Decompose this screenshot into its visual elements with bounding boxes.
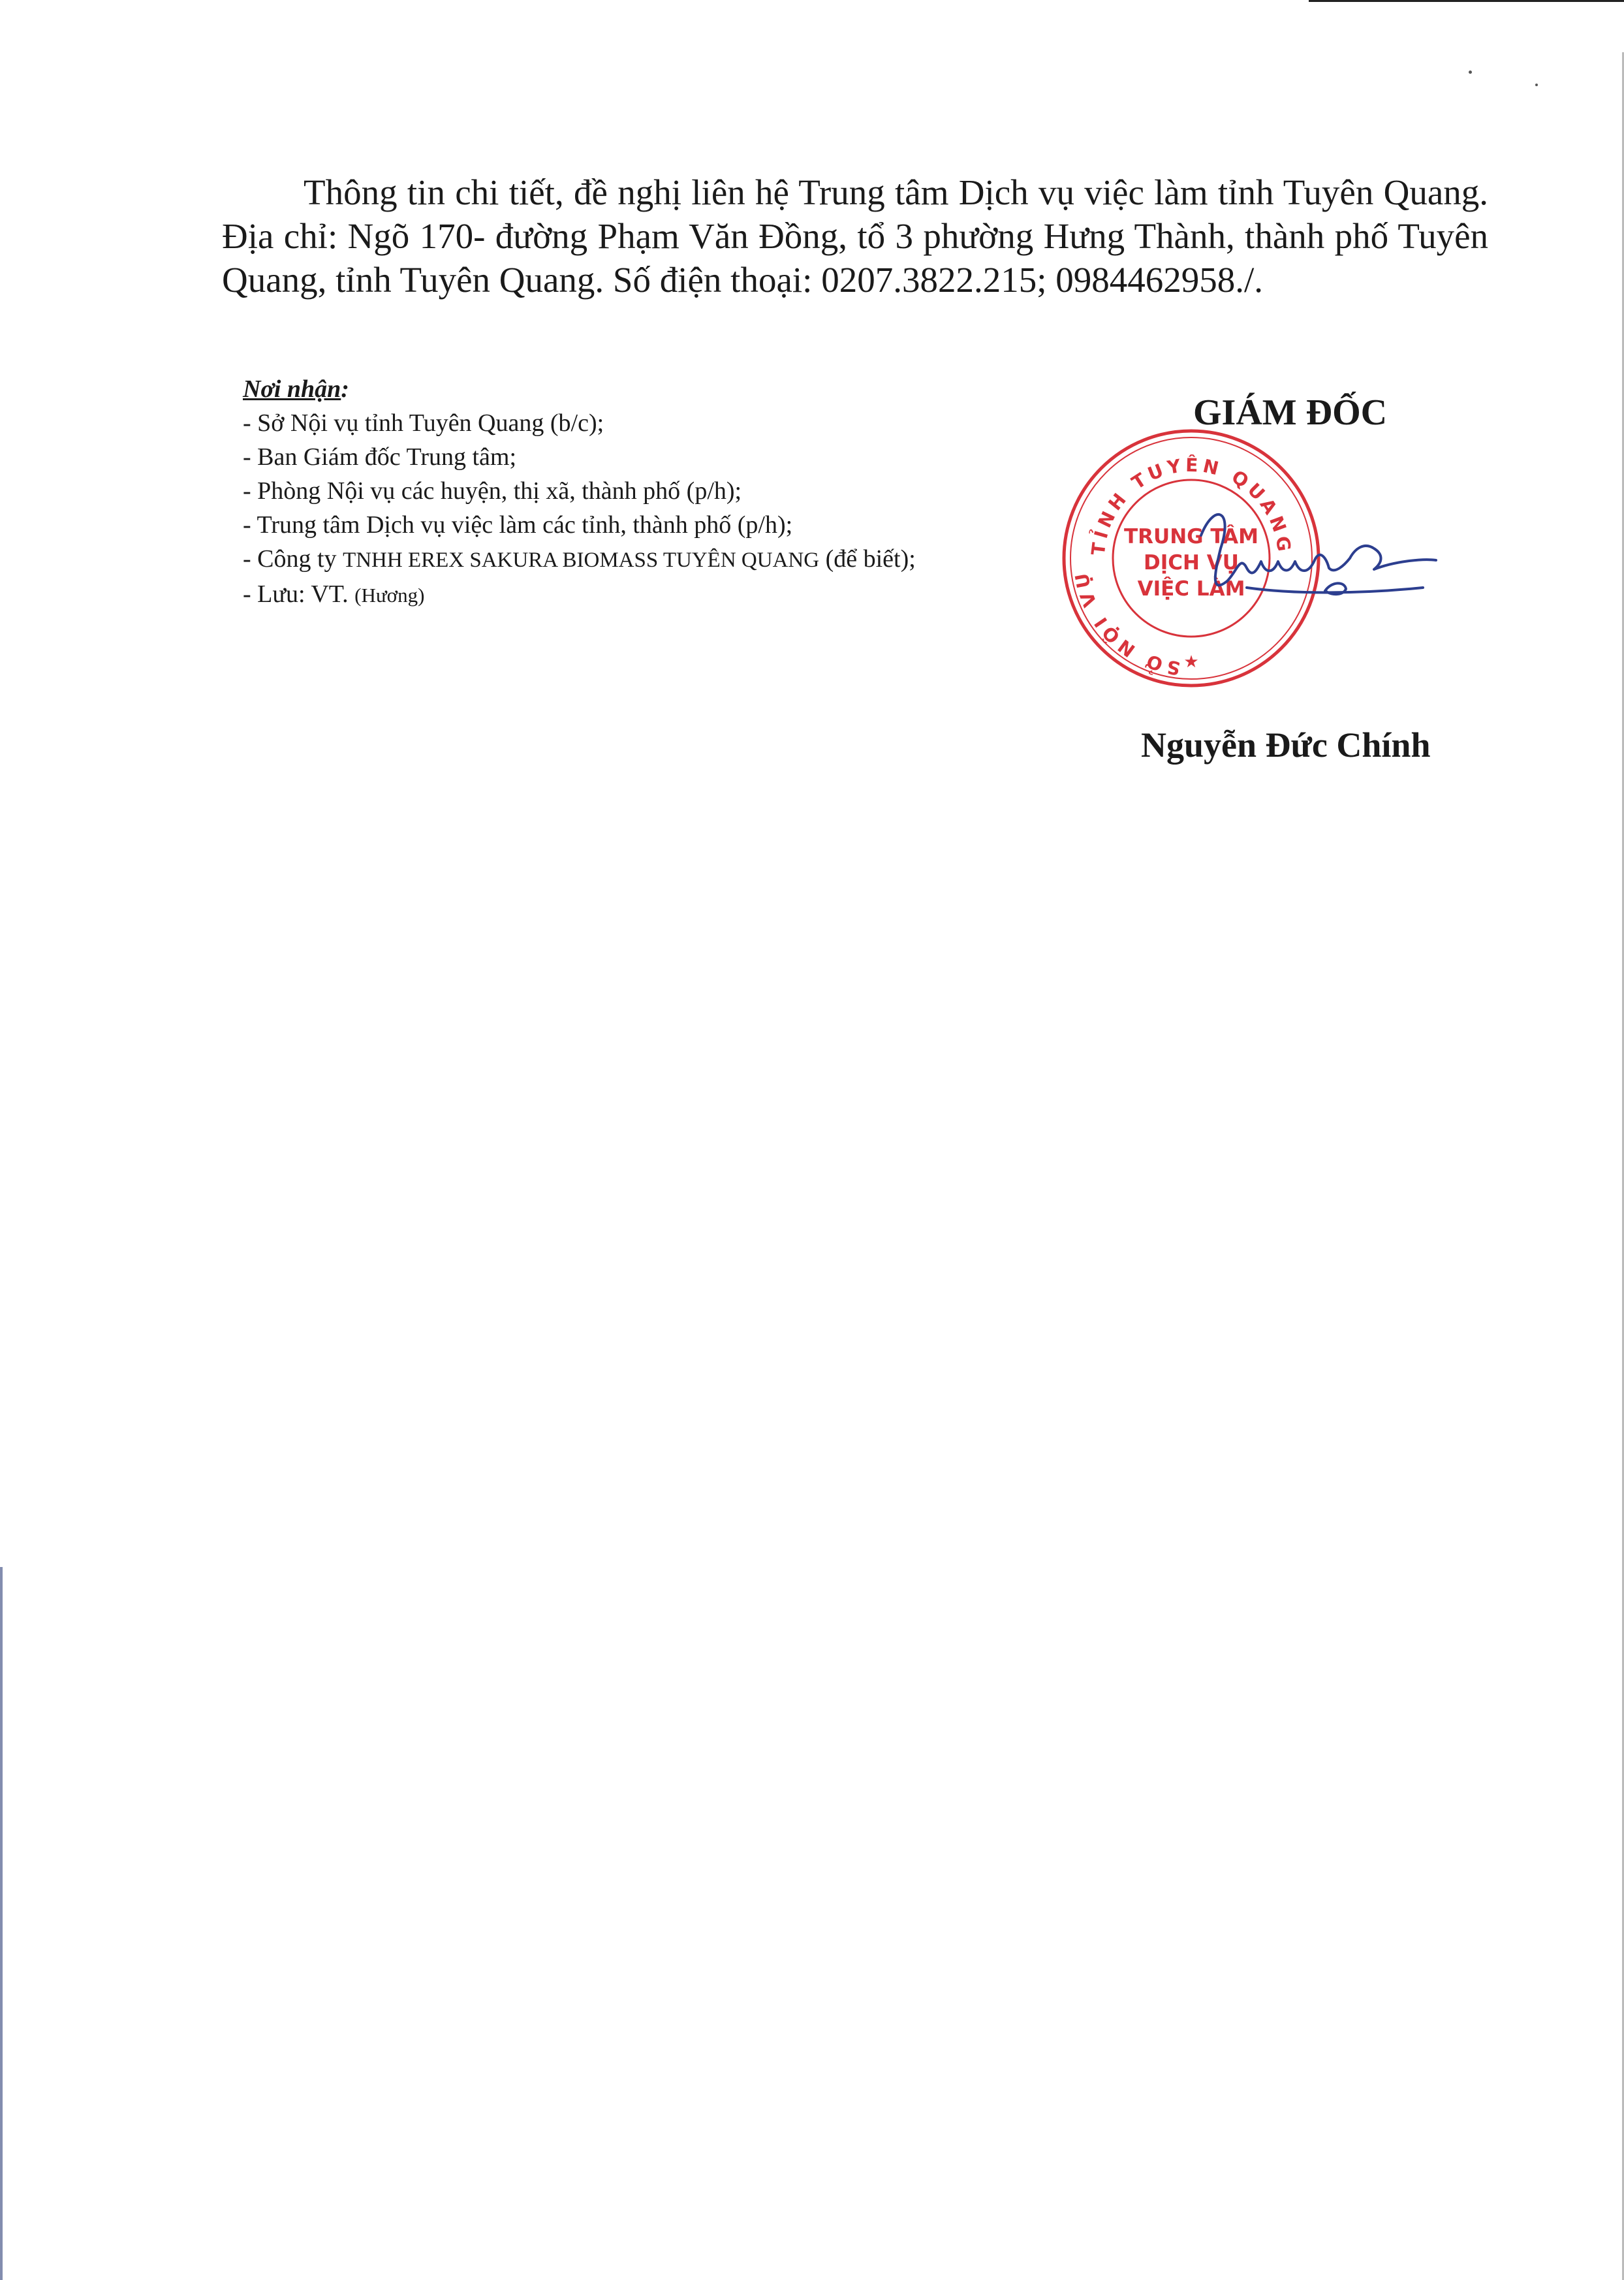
stamp-center-line-1: TRUNG TÂM [1124,525,1258,548]
company-name: TNHH EREX SAKURA BIOMASS TUYÊN QUANG [343,548,820,572]
recipient-item-archive [243,577,1065,612]
body-paragraph: Thông tin chi tiết, đề nghị liên hệ Trung tâm Dịch vụ việc làm tỉnh Tuyên Quang. Địa chỉ: Ngõ 170- đường Phạm Văn Đồng, tổ 3 phường Hưng Thành, thành phố Tuyên Quang, tỉnh Tuyên Quang. Số điện thoại: 0207.3822.215; 0984462958./. [222,172,1488,300]
scan-speck [1535,84,1538,86]
company-suffix: (để biết); [819,545,916,573]
recipient-item: - Sở Nội vụ tỉnh Tuyên Quang (b/c); [243,409,604,437]
scan-speck [1469,71,1472,74]
recipients-title-text: Nơi nhận [243,375,341,403]
recipient-item: - Phòng Nội vụ các huyện, thị xã, thành phố (p/h); [243,477,742,505]
handwritten-signature [1175,496,1449,627]
stamp-star-icon: ★ [1183,652,1199,672]
recipient-item: - Trung tâm Dịch vụ việc làm các tỉnh, thành phố (p/h); [243,511,793,539]
stamp-outer-text-left: SỞ NỘI VỤ [1070,567,1182,680]
recipients-block [243,372,1065,612]
recipients-title [243,372,1065,406]
recipient-item-company [243,542,1065,577]
scan-edge-left [0,1567,3,2280]
stamp-center-line-3: VIỆC LÀM [1137,577,1245,601]
recipients-title-colon: : [341,375,349,403]
signer-name: Nguyễn Đức Chính [1141,725,1431,765]
archive-prefix: - Lưu: VT. [243,580,355,608]
stamp-center-line-2: DỊCH VỤ [1144,551,1239,575]
recipient-item: - Ban Giám đốc Trung tâm; [243,443,517,471]
stamp-outer-text-top: TỈNH TUYÊN QUANG [1087,454,1296,557]
archive-clerk: (Hương) [354,584,425,607]
company-prefix: - Công ty [243,545,343,573]
signer-title: GIÁM ĐỐC [1193,392,1388,433]
recipients-list [243,406,1065,612]
scan-edge-top [1309,0,1624,2]
